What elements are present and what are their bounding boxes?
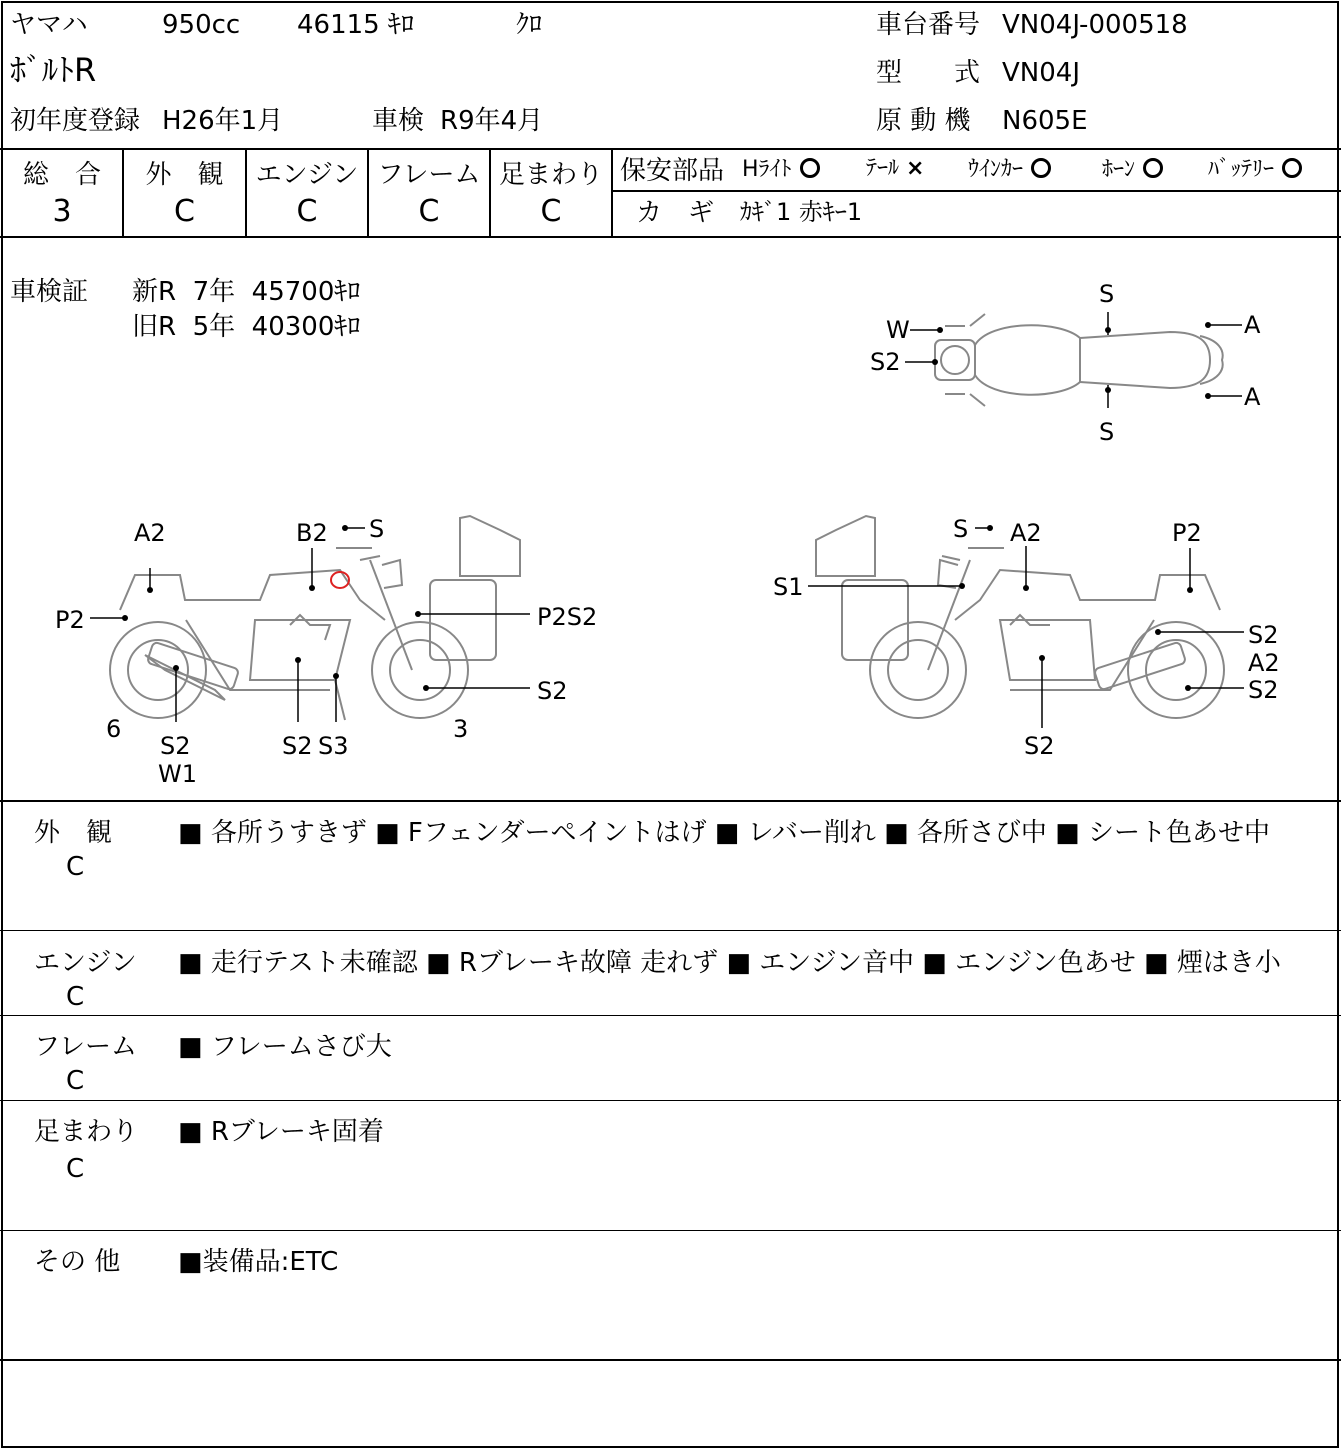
- color: ｸﾛ: [516, 10, 543, 40]
- grade-appearance-label: 外 観: [145, 160, 224, 190]
- certificate-old: 旧R 5年 40300ｷﾛ: [132, 312, 361, 342]
- divider: [0, 800, 1341, 802]
- frame-number-label: 車台番号: [876, 10, 981, 40]
- detail-appearance-grade: C: [66, 852, 85, 882]
- maker: ヤマハ: [10, 10, 88, 40]
- grade-engine-value: C: [296, 194, 318, 229]
- detail-engine-grade: C: [66, 982, 85, 1012]
- detail-frame-text: ■ フレームさび大: [178, 1032, 392, 1062]
- detail-frame-grade: C: [66, 1066, 85, 1096]
- top-view-motorcycle-icon: [935, 314, 1223, 406]
- mileage: 46115 ｷﾛ: [297, 10, 414, 40]
- detail-other-label: その 他: [34, 1247, 121, 1277]
- diagram-label: S2: [870, 348, 901, 376]
- type-label: 型 式: [876, 58, 981, 88]
- detail-frame-label: フレーム: [34, 1032, 137, 1062]
- detail-engine-text: ■ 走行テスト未確認 ■ Rブレーキ故障 走れず ■ エンジン音中 ■ エンジン色あせ ■ 煙はき小: [178, 948, 1281, 978]
- divider: [0, 1230, 1341, 1231]
- safety-item-battery: ﾊﾞｯﾃﾘｰ: [1208, 158, 1302, 181]
- detail-suspension-grade: C: [66, 1154, 85, 1184]
- diagram-label: W: [886, 316, 910, 344]
- detail-appearance-label: 外 観: [34, 818, 113, 848]
- detail-suspension-label: 足まわり: [34, 1117, 139, 1147]
- first-registration-value: H26年1月: [162, 106, 284, 136]
- diagram-label: P2S2: [537, 603, 598, 631]
- grade-overall-value: 3: [52, 194, 72, 229]
- certificate-new: 新R 7年 45700ｷﾛ: [132, 277, 361, 307]
- safety-item-tail: ﾃｰﾙ ×: [866, 156, 925, 181]
- safety-item-headlight: Hﾗｲﾄ: [742, 158, 820, 181]
- diagram-label: A: [1244, 311, 1261, 339]
- frame-number-value: VN04J-000518: [1002, 10, 1188, 40]
- certificate-label: 車検証: [10, 277, 89, 307]
- diagram-label: S: [369, 515, 385, 543]
- engine-model-label: 原 動 機: [876, 106, 971, 136]
- safety-parts-label: 保安部品: [620, 156, 725, 186]
- grade-engine-label: エンジン: [255, 160, 359, 190]
- diagram-label: W1: [158, 760, 197, 788]
- engine-model-value: N605E: [1002, 106, 1088, 136]
- grade-overall-label: 総 合: [22, 160, 101, 190]
- diagram-label: S1: [773, 573, 804, 601]
- type-value: VN04J: [1002, 58, 1080, 88]
- divider: [0, 1015, 1341, 1016]
- model-name: ﾎﾞﾙﾄR: [10, 51, 97, 89]
- diagram-label: 3: [453, 715, 469, 743]
- keys-label: カ ギ: [636, 198, 715, 228]
- diagram-label: P2: [55, 606, 85, 634]
- detail-appearance-text: ■ 各所うすきず ■ Fフェンダーペイントはげ ■ レバー削れ ■ 各所さび中 ■ シート色あせ中: [178, 818, 1271, 848]
- grade-appearance-value: C: [174, 194, 195, 229]
- diagram-label: S2: [1248, 676, 1279, 704]
- diagram-label: S: [953, 515, 969, 543]
- diagram-label: 6: [106, 715, 122, 743]
- diagram-label: S2: [1248, 621, 1279, 649]
- diagram-label: S: [1099, 418, 1115, 446]
- grade-frame-value: C: [418, 194, 440, 229]
- diagram-label: S2: [1024, 732, 1055, 760]
- detail-suspension-text: ■ Rブレーキ固着: [178, 1117, 384, 1147]
- keys-value: ｶｷﾞ1 赤ｷｰ1: [740, 198, 863, 226]
- diagram-label: A2: [134, 519, 166, 547]
- inspection-label: 車検: [372, 106, 425, 136]
- divider: [0, 1100, 1341, 1101]
- divider: [0, 930, 1341, 931]
- safety-item-horn: ﾎｰﾝ: [1102, 158, 1163, 181]
- diagram-label: A2: [1010, 519, 1042, 547]
- divider: [0, 1359, 1341, 1361]
- diagram-label: A2: [1248, 649, 1280, 677]
- safety-item-winker: ｳｲﾝｶｰ: [968, 158, 1051, 181]
- diagram-label: S2: [160, 732, 191, 760]
- diagram-label: S: [1099, 280, 1115, 308]
- displacement: 950cc: [162, 10, 241, 40]
- grade-frame-label: フレーム: [377, 160, 481, 190]
- diagram-label: A: [1244, 383, 1261, 411]
- diagram-label: P2: [1172, 519, 1202, 547]
- first-registration-label: 初年度登録: [10, 106, 141, 136]
- detail-other-text: ■装備品:ETC: [178, 1247, 339, 1277]
- diagram-label: B2: [296, 519, 328, 547]
- grade-suspension-value: C: [540, 194, 562, 229]
- diagram-label: S3: [318, 732, 349, 760]
- detail-engine-label: エンジン: [34, 948, 137, 978]
- inspection-value: R9年4月: [440, 106, 544, 136]
- grade-suspension-label: 足まわり: [498, 160, 603, 190]
- diagram-label: S2: [282, 732, 313, 760]
- diagram-label: S2: [537, 677, 568, 705]
- cross-mark-icon: ×: [906, 156, 925, 181]
